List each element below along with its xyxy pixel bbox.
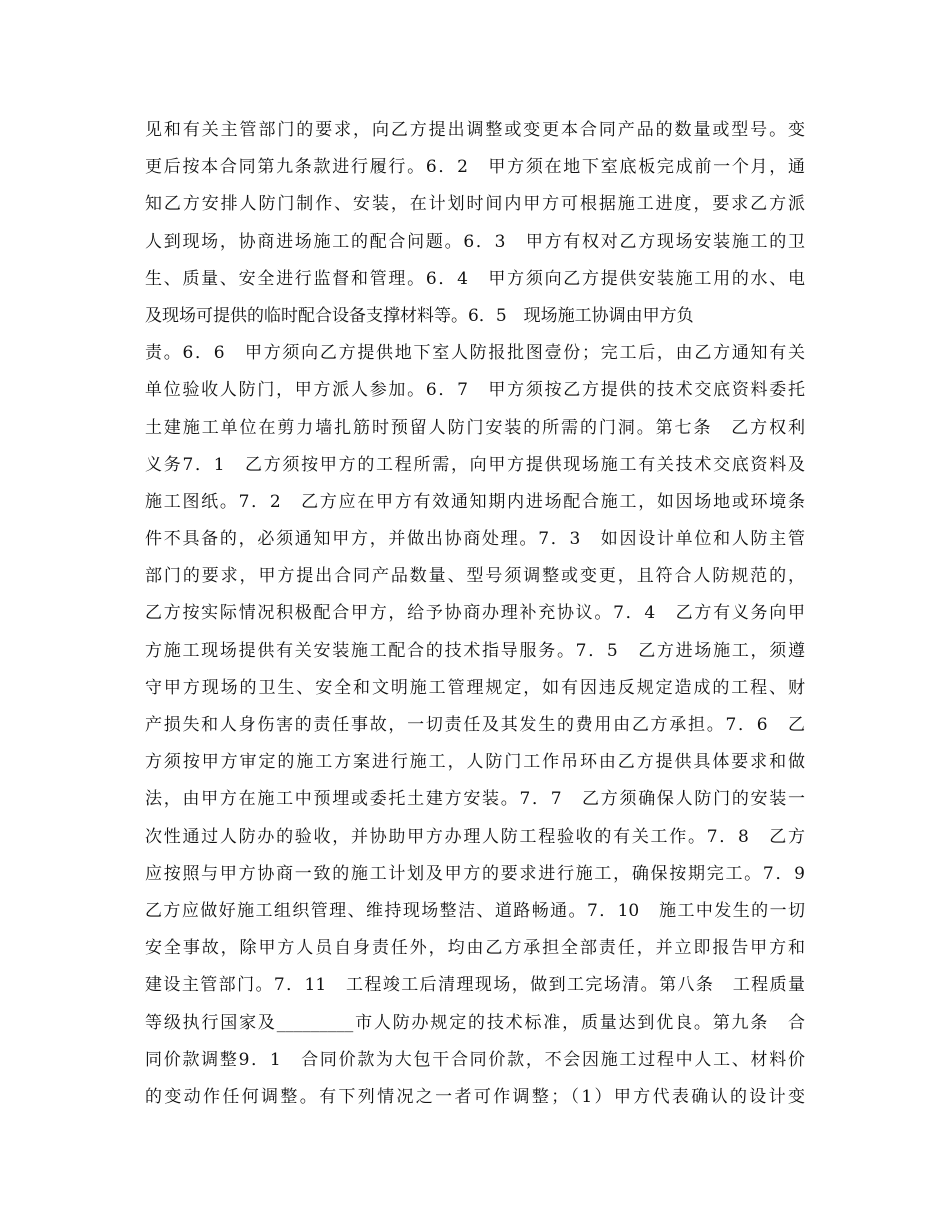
text-line: 件不具备的，必须通知甲方，并做出协商处理。7．3 如因设计单位和人防主管 [145,529,805,550]
text-line: 部门的要求，甲方提出合同产品数量、型号须调整或变更，且符合人防规范的， [145,566,805,587]
text-line: 见和有关主管部门的要求，向乙方提出调整或变更本合同产品的数量或型号。变 [145,120,805,140]
text-line: 方须按甲方审定的施工方案进行施工，人防门工作吊环由乙方提供具体要求和做 [145,752,805,773]
text-line: 人到现场，协商进场施工的配合问题。6．3 甲方有权对乙方现场安装施工的卫 [145,231,805,252]
text-line: 乙方按实际情况积极配合甲方，给予协商办理补充协议。7．4 乙方有义务向甲 [145,603,805,624]
text-line: 同价款调整9．1 合同价款为大包干合同价款，不会因施工过程中人工、材料价 [145,1049,805,1070]
text-line: 的变动作任何调整。有下列情况之一者可作调整；（1）甲方代表确认的设计变 [145,1086,805,1107]
text-line: 土建施工单位在剪力墙扎筋时预留人防门安装的所需的门洞。第七条 乙方权利 [145,417,805,438]
text-line: 产损失和人身伤害的责任事故，一切责任及其发生的费用由乙方承担。7．6 乙 [145,715,805,735]
text-line: 安全事故，除甲方人员自身责任外，均由乙方承担全部责任，并立即报告甲方和 [145,938,805,959]
text-line: 次性通过人防办的验收，并协助甲方办理人防工程验收的有关工作。7．8 乙方 [145,826,805,847]
text-line: 知乙方安排人防门制作、安装，在计划时间内甲方可根据施工进度，要求乙方派 [145,194,805,215]
text-line: 及现场可提供的临时配合设备支撑材料等。6．5 现场施工协调由甲方负 [145,305,694,326]
text-line: 义务7．1 乙方须按甲方的工程所需，向甲方提供现场施工有关技术交底资料及 [145,454,805,475]
contract-body-text [145,112,805,1116]
text-line: 乙方应做好施工组织管理、维持现场整洁、道路畅通。7．10 施工中发生的一切 [145,900,805,921]
text-line: 法，由甲方在施工中预埋或委托土建方安装。7．7 乙方须确保人防门的安装一 [145,789,805,810]
text-line: 责。6．6 甲方须向乙方提供地下室人防报批图壹份；完工后，由乙方通知有关 [145,343,805,364]
text-line: 应按照与甲方协商一致的施工计划及甲方的要求进行施工，确保按期完工。7．9 [145,863,805,884]
text-line: 建设主管部门。7．11 工程竣工后清理现场，做到工完场清。第八条 工程质量 [145,975,805,996]
text-line: 施工图纸。7．2 乙方应在甲方有效通知期内进场配合施工，如因场地或环境条 [145,491,805,512]
text-line: 生、质量、安全进行监督和管理。6．4 甲方须向乙方提供安装施工用的水、电 [145,268,805,289]
text-line: 守甲方现场的卫生、安全和文明施工管理规定，如有因违反规定造成的工程、财 [145,677,805,698]
text-line: 单位验收人防门，甲方派人参加。6．7 甲方须按乙方提供的技术交底资料委托 [145,380,805,401]
text-line: 等级执行国家及_________市人防办规定的技术标准，质量达到优良。第九条 合 [145,1012,805,1033]
text-line: 方施工现场提供有关安装施工配合的技术指导服务。7．5 乙方进场施工，须遵 [145,640,805,661]
text-line: 更后按本合同第九条款进行履行。6．2 甲方须在地下室底板完成前一个月，通 [145,157,805,178]
